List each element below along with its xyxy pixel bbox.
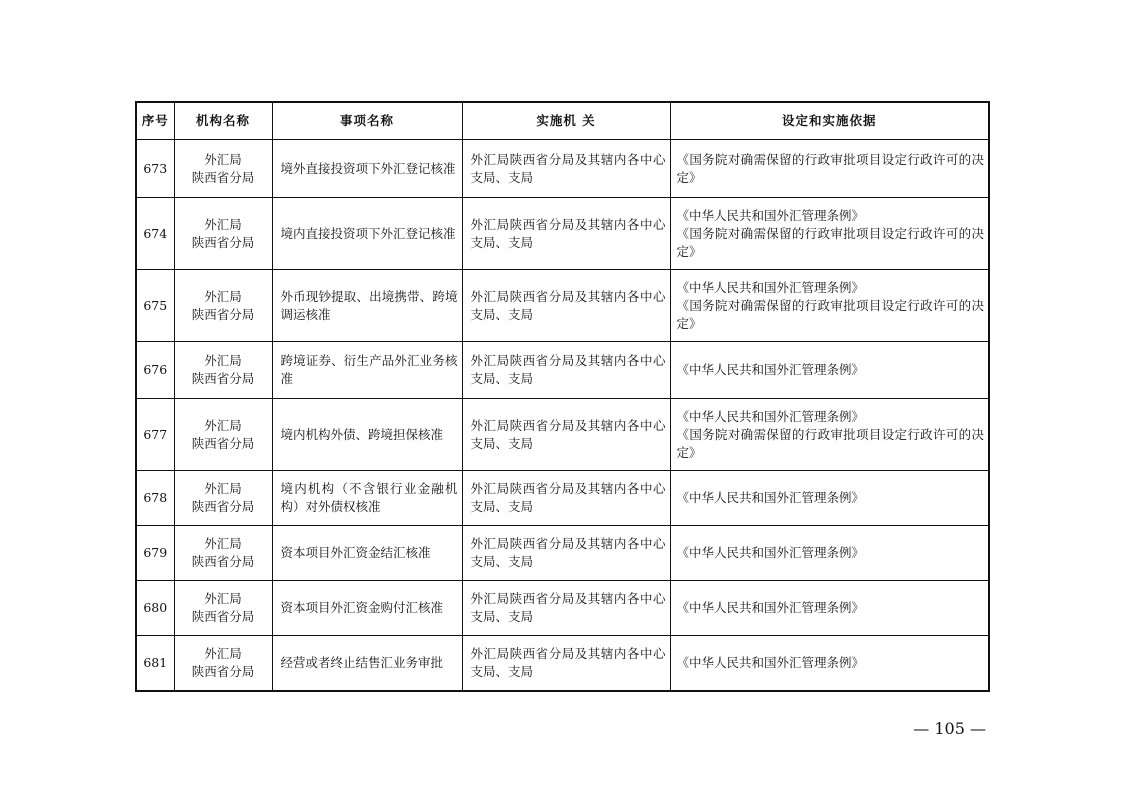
- basis-line: 《中华人民共和国外汇管理条例》: [676, 600, 865, 615]
- cell-item: 境外直接投资项下外汇登记核准: [272, 140, 462, 198]
- table-row: [136, 526, 989, 581]
- cell-impl: 外汇局陕西省分局及其辖内各中心支局、支局: [462, 526, 670, 581]
- cell-org: [174, 471, 272, 526]
- org-line: 陕西省分局: [191, 435, 255, 451]
- header-basis: 设定和实施依据: [670, 102, 989, 140]
- table-row: [136, 471, 989, 526]
- cell-seq: 680: [136, 581, 174, 636]
- cell-org: [174, 140, 272, 198]
- cell-basis: [670, 471, 989, 526]
- header-impl: 实施机 关: [462, 102, 670, 140]
- cell-basis: [670, 270, 989, 342]
- cell-impl: 外汇局陕西省分局及其辖内各中心支局、支局: [462, 270, 670, 342]
- org-line: 外汇局: [204, 591, 242, 606]
- table-row: [136, 198, 989, 270]
- cell-item: 境内机构外债、跨境担保核准: [272, 399, 462, 471]
- org-line: 外汇局: [204, 353, 242, 368]
- basis-line: 《中华人民共和国外汇管理条例》: [676, 654, 865, 670]
- basis-line: 《国务院对确需保留的行政审批项目设定行政许可的决定》: [676, 426, 984, 460]
- cell-impl: 外汇局陕西省分局及其辖内各中心支局、支局: [462, 342, 670, 399]
- table-row: [136, 581, 989, 636]
- table-row: [136, 342, 989, 399]
- table-body: [136, 140, 989, 691]
- org-line: 外汇局: [204, 645, 242, 661]
- org-line: 外汇局: [204, 536, 242, 551]
- header-seq: 序号: [136, 102, 174, 140]
- header-item: 事项名称: [272, 102, 462, 140]
- cell-item: 境内机构（不含银行业金融机构）对外债权核准: [272, 471, 462, 526]
- basis-line: 《国务院对确需保留的行政审批项目设定行政许可的决定》: [676, 151, 984, 185]
- cell-org: [174, 526, 272, 581]
- table-header-row: [136, 102, 989, 140]
- org-line: 陕西省分局: [191, 609, 255, 624]
- cell-seq: 675: [136, 270, 174, 342]
- basis-line: 《国务院对确需保留的行政审批项目设定行政许可的决定》: [676, 225, 984, 259]
- cell-basis: [670, 140, 989, 198]
- cell-basis: [670, 342, 989, 399]
- cell-impl: 外汇局陕西省分局及其辖内各中心支局、支局: [462, 581, 670, 636]
- org-line: 外汇局: [204, 288, 242, 304]
- org-line: 外汇局: [204, 151, 242, 167]
- cell-impl: 外汇局陕西省分局及其辖内各中心支局、支局: [462, 399, 670, 471]
- basis-line: 《中华人民共和国外汇管理条例》: [676, 490, 865, 505]
- basis-line: 《中华人民共和国外汇管理条例》: [676, 279, 865, 295]
- table-row: [136, 636, 989, 691]
- cell-basis: [670, 636, 989, 691]
- document-table: [135, 101, 990, 692]
- cell-basis: [670, 581, 989, 636]
- basis-line: 《中华人民共和国外汇管理条例》: [676, 545, 865, 560]
- cell-org: [174, 399, 272, 471]
- org-line: 外汇局: [204, 216, 242, 232]
- basis-line: 《中华人民共和国外汇管理条例》: [676, 207, 865, 223]
- cell-impl: 外汇局陕西省分局及其辖内各中心支局、支局: [462, 140, 670, 198]
- header-org: 机构名称: [174, 102, 272, 140]
- org-line: 陕西省分局: [191, 306, 255, 322]
- cell-item: 经营或者终止结售汇业务审批: [272, 636, 462, 691]
- org-line: 陕西省分局: [191, 554, 255, 569]
- org-line: 陕西省分局: [191, 663, 255, 679]
- basis-line: 《中华人民共和国外汇管理条例》: [676, 408, 865, 424]
- org-line: 陕西省分局: [191, 499, 255, 514]
- page-number: — 105 —: [913, 719, 986, 738]
- cell-item: 资本项目外汇资金结汇核准: [272, 526, 462, 581]
- org-line: 陕西省分局: [191, 234, 255, 250]
- cell-item: 资本项目外汇资金购付汇核准: [272, 581, 462, 636]
- cell-impl: 外汇局陕西省分局及其辖内各中心支局、支局: [462, 636, 670, 691]
- org-line: 陕西省分局: [191, 371, 255, 386]
- table-row: [136, 140, 989, 198]
- cell-org: [174, 636, 272, 691]
- basis-line: 《国务院对确需保留的行政审批项目设定行政许可的决定》: [676, 297, 984, 331]
- org-line: 陕西省分局: [191, 169, 255, 185]
- org-line: 外汇局: [204, 417, 242, 433]
- cell-item: 外币现钞提取、出境携带、跨境调运核准: [272, 270, 462, 342]
- cell-seq: 673: [136, 140, 174, 198]
- cell-seq: 678: [136, 471, 174, 526]
- cell-org: [174, 581, 272, 636]
- cell-seq: 674: [136, 198, 174, 270]
- cell-basis: [670, 198, 989, 270]
- cell-impl: 外汇局陕西省分局及其辖内各中心支局、支局: [462, 471, 670, 526]
- org-line: 外汇局: [204, 481, 242, 496]
- table-row: [136, 270, 989, 342]
- cell-seq: 676: [136, 342, 174, 399]
- basis-line: 《中华人民共和国外汇管理条例》: [676, 362, 865, 377]
- cell-seq: 681: [136, 636, 174, 691]
- cell-seq: 677: [136, 399, 174, 471]
- cell-item: 境内直接投资项下外汇登记核准: [272, 198, 462, 270]
- cell-item: 跨境证券、衍生产品外汇业务核准: [272, 342, 462, 399]
- cell-impl: 外汇局陕西省分局及其辖内各中心支局、支局: [462, 198, 670, 270]
- table-row: [136, 399, 989, 471]
- cell-org: [174, 198, 272, 270]
- cell-org: [174, 342, 272, 399]
- cell-basis: [670, 526, 989, 581]
- cell-seq: 679: [136, 526, 174, 581]
- cell-org: [174, 270, 272, 342]
- cell-basis: [670, 399, 989, 471]
